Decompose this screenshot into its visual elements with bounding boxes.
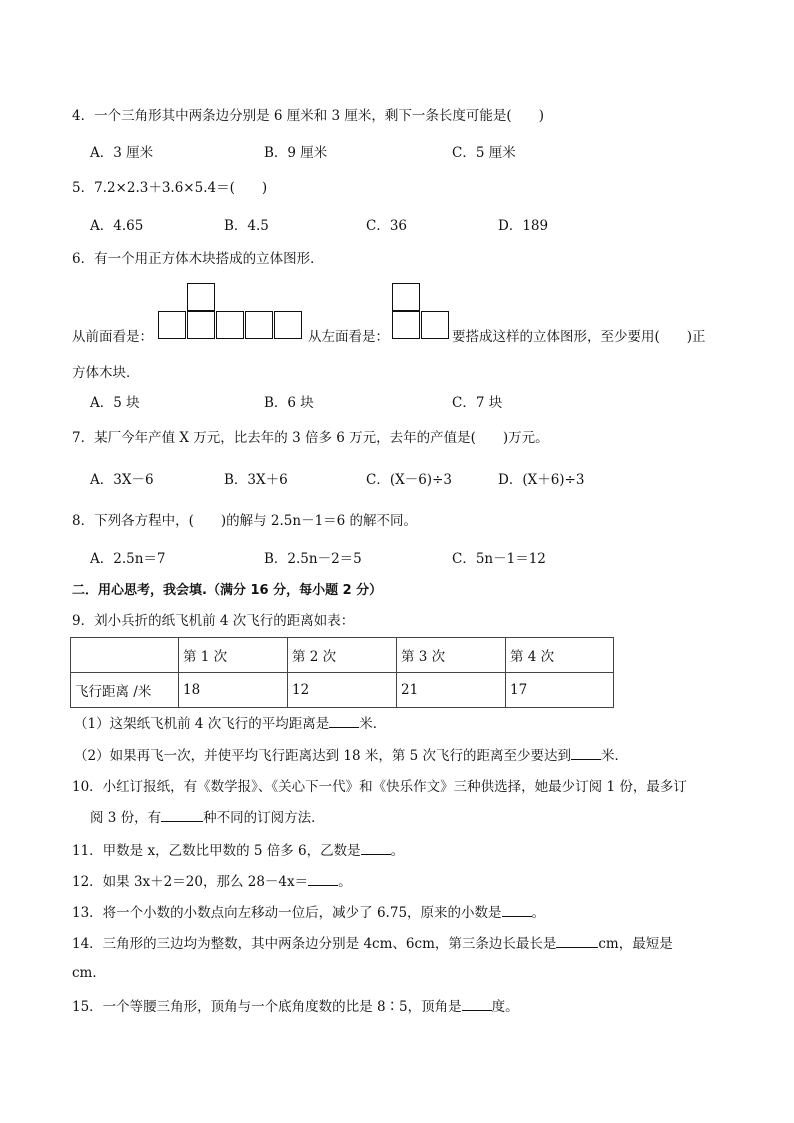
table-cell: 18 — [179, 673, 288, 708]
q5-option-c: C．36 — [366, 218, 408, 234]
q6-tail: 要搭成这样的立体图形，至少要用( )正 — [452, 329, 706, 345]
q12-text: 12．如果 3x＋2＝20，那么 28－4x＝ — [72, 874, 309, 890]
q14-continued — [72, 963, 106, 983]
q10-line2-tail: 种不同的订阅方法． — [203, 810, 325, 826]
answer-blank[interactable] — [329, 713, 359, 728]
q5-option-b: B．4.5 — [224, 218, 269, 234]
table-cell: 21 — [397, 673, 506, 708]
q15-text: 15．一个等腰三角形，顶角与一个底角度数的比是 8∶5，顶角是 — [72, 999, 462, 1015]
q8-option-c: C．5n－1＝12 — [452, 551, 546, 567]
q5-option-d: D．189 — [498, 218, 549, 234]
q9-sub2 — [74, 745, 628, 766]
q8-option-a: A．2.5n＝7 — [90, 551, 166, 567]
q6-front-label: 从前面看是： — [72, 329, 153, 345]
q7-option-d: D．(X＋6)÷3 — [498, 472, 585, 488]
q9-sub2-text: （2）如果再飞一次，并使平均飞行距离达到 18 米，第 5 次飞行的距离至少要达到 — [74, 748, 572, 764]
left-view-square-2 — [421, 311, 449, 339]
answer-blank[interactable] — [161, 807, 203, 822]
front-view-square-3 — [216, 311, 244, 339]
q15 — [72, 996, 519, 1017]
q4-option-a: A．3 厘米 — [90, 145, 154, 161]
q8-option-b: B．2.5n－2＝5 — [264, 551, 362, 567]
q10-line1: 10．小红订报纸，有《数学报》、《关心下一代》和《快乐作文》三种供选择，她最少订阅 1 份，最多订 — [72, 779, 687, 795]
q15-tail: 度。 — [491, 999, 519, 1015]
q7-option-c: C．(X－6)÷3 — [366, 472, 452, 488]
q14 — [72, 933, 673, 954]
table-header-cell — [71, 638, 179, 673]
q13-tail: 。 — [531, 905, 546, 921]
q14-text: 14．三角形的三边均为整数，其中两条边分别是 4cm、6cm，第三条边长最长是 — [72, 936, 557, 952]
left-view-square-1 — [392, 311, 420, 339]
q6-stem: 6．有一个用正方体木块搭成的立体图形． — [72, 251, 324, 267]
table-header-cell: 第 4 次 — [506, 638, 614, 673]
q11 — [72, 840, 404, 861]
q9-sub1-unit: 米． — [359, 716, 387, 732]
q14-tail: cm． — [72, 965, 106, 981]
flight-distance-table — [70, 637, 614, 708]
q13-text: 13．将一个小数的小数点向左移动一位后，减少了 6.75，原来的小数是 — [72, 905, 502, 921]
answer-blank[interactable] — [462, 996, 492, 1011]
table-header-row — [71, 638, 614, 673]
front-view-square-4 — [245, 311, 273, 339]
q9-sub2-unit: 米． — [601, 748, 629, 764]
q6-tail-continued: 方体木块． — [72, 365, 140, 381]
q8-stem: 8．下列各方程中，( )的解与 2.5n－1＝6 的解不同。 — [72, 513, 418, 529]
q10-line2 — [90, 807, 325, 828]
q11-text: 11．甲数是 x，乙数比甲数的 5 倍多 6，乙数是 — [72, 843, 361, 859]
answer-blank[interactable] — [556, 933, 598, 948]
q13 — [72, 902, 545, 923]
q7-stem: 7．某厂今年产值 X 万元，比去年的 3 倍多 6 万元，去年的产值是( )万元。 — [72, 430, 549, 446]
q6-option-b: B．6 块 — [264, 395, 314, 411]
answer-blank[interactable] — [308, 871, 338, 886]
table-header-cell: 第 1 次 — [179, 638, 288, 673]
q7-option-b: B．3X＋6 — [224, 472, 288, 488]
front-view-top-square — [187, 283, 215, 311]
left-view-top-square — [392, 283, 420, 311]
q7-option-a: A．3X－6 — [90, 472, 154, 488]
q10-line2-text: 阅 3 份，有 — [90, 810, 162, 826]
q12-tail: 。 — [338, 874, 352, 890]
table-row — [71, 673, 614, 708]
q6-option-c: C．7 块 — [452, 395, 503, 411]
answer-blank[interactable] — [571, 745, 601, 760]
q6-option-a: A．5 块 — [90, 395, 140, 411]
q9-stem: 9．刘小兵折的纸飞机前 4 次飞行的距离如表： — [72, 613, 355, 629]
table-header-cell: 第 3 次 — [397, 638, 506, 673]
front-view-figure — [158, 283, 308, 341]
q5-stem: 5．7.2×2.3＋3.6×5.4＝( ) — [72, 180, 268, 196]
front-view-square-2 — [187, 311, 215, 339]
table-cell: 17 — [506, 673, 614, 708]
table-row-label: 飞行距离 /米 — [71, 673, 179, 708]
section-2-heading: 二．用心思考，我会填.（满分 16 分，每小题 2 分） — [72, 583, 383, 598]
q9-sub1 — [74, 713, 386, 734]
q4-option-c: C．5 厘米 — [452, 145, 516, 161]
q14-mid: cm，最短是 — [598, 936, 673, 952]
table-cell: 12 — [288, 673, 397, 708]
answer-blank[interactable] — [502, 902, 532, 917]
answer-blank[interactable] — [361, 840, 391, 855]
table-header-cell: 第 2 次 — [288, 638, 397, 673]
front-view-square-1 — [158, 311, 186, 339]
q5-option-a: A．4.65 — [90, 218, 144, 234]
left-view-figure — [392, 283, 452, 341]
q12 — [72, 871, 352, 892]
q11-tail: 。 — [390, 843, 405, 859]
front-view-square-5 — [274, 311, 302, 339]
q4-option-b: B．9 厘米 — [264, 145, 328, 161]
q4-stem: 4．一个三角形其中两条边分别是 6 厘米和 3 厘米，剩下一条长度可能是( ) — [72, 108, 544, 124]
q6-left-label: 从左面看是： — [308, 329, 389, 345]
q9-sub1-text: （1）这架纸飞机前 4 次飞行的平均距离是 — [74, 716, 330, 732]
